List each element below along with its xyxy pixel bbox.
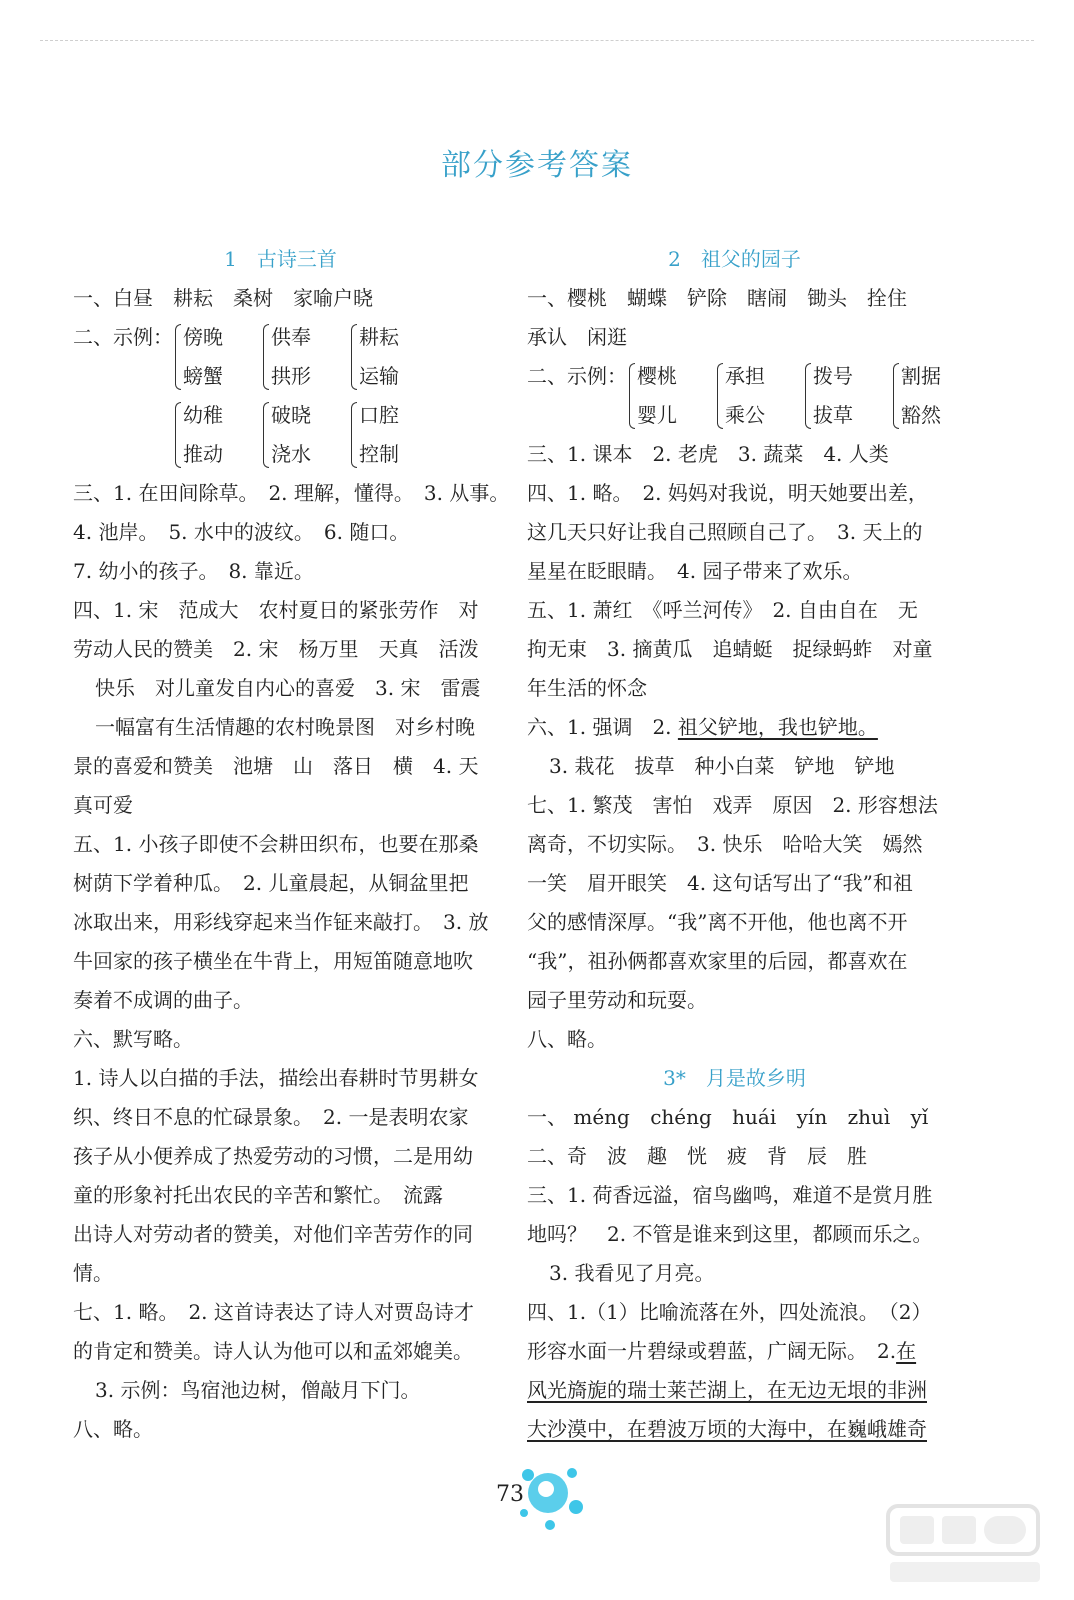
brace-icon	[173, 396, 181, 474]
answer-line	[527, 708, 942, 747]
brace-icon	[349, 396, 357, 474]
answer-line: 景的喜爱和赞美 池塘 山 落日 横 4. 天	[73, 754, 479, 778]
brace-icon	[715, 357, 723, 435]
pinyin-line	[527, 1098, 942, 1137]
answer-line: 拘无束 3. 摘黄瓜 追蜻蜓 捉绿蚂蚱 对童	[527, 637, 933, 661]
answer-line: 星星在眨眼睛。 4. 园子带来了欢乐。	[527, 559, 863, 583]
answer-text: 一、	[527, 1105, 567, 1129]
word: 乘公	[725, 403, 765, 427]
answer-line: 八、略。	[73, 1417, 153, 1441]
answer-line: 3. 示例：鸟宿池边树，僧敲月下门。	[95, 1378, 421, 1402]
answer-line: 劳动人民的赞美 2. 宋 杨万里 天真 活泼	[73, 637, 479, 661]
pinyin: yǐ	[910, 1105, 929, 1129]
example-groups-row-2	[73, 396, 488, 474]
answer-line	[527, 1332, 942, 1371]
underlined-answer: 风光旖旎的瑞士莱芒湖上，在无边无垠的非洲	[527, 1378, 927, 1402]
section-title-1: 1 古诗三首	[224, 247, 337, 271]
answer-line: 3. 我看见了月亮。	[549, 1261, 715, 1285]
pinyin: huái	[732, 1105, 777, 1129]
word: 控制	[359, 442, 399, 466]
word: 运输	[359, 364, 399, 388]
answer-line: 7. 幼小的孩子。 8. 靠近。	[73, 559, 314, 583]
answer-line: 3. 栽花 拔草 种小白菜 铲地 铲地	[549, 754, 895, 778]
answer-text: 六、1. 强调 2.	[527, 715, 678, 739]
word: 幼稚	[183, 403, 223, 427]
word: 破晓	[271, 403, 311, 427]
example-label: 二、示例：	[73, 325, 173, 349]
answer-line: 出诗人对劳动者的赞美，对他们辛苦劳作的同	[73, 1222, 473, 1246]
answer-line: 织、终日不息的忙碌景象。 2. 一是表明农家	[73, 1105, 469, 1129]
answer-line: 一、樱桃 蝴蝶 铲除 瞎闹 锄头 拴住	[527, 286, 907, 310]
answer-line: 父的感情深厚。“我”离不开他，他也离不开	[527, 910, 908, 934]
answer-line: 孩子从小便养成了热爱劳动的习惯，二是用幼	[73, 1144, 473, 1168]
answer-line: 六、默写略。	[73, 1027, 193, 1051]
word: 豁然	[901, 403, 941, 427]
word-group	[349, 318, 423, 396]
word: 婴儿	[637, 403, 677, 427]
answer-line: 童的形象衬托出农民的辛苦和繁忙。 流露	[73, 1183, 443, 1207]
brace-icon	[349, 318, 357, 396]
answer-line: 四、1.（1）比喻流落在外，四处流浪。 （2）	[527, 1300, 932, 1324]
answer-line: 离奇，不切实际。 3. 快乐 哈哈大笑 嫣然	[527, 832, 923, 856]
underlined-answer: 祖父铲地，我也铲地。	[677, 715, 878, 739]
answer-line: 七、1. 繁茂 害怕 戏弄 原因 2. 形容想法	[527, 793, 938, 817]
pinyin: chéng	[650, 1105, 712, 1129]
answer-line: 四、1. 宋 范成大 农村夏日的紧张劳作 对	[73, 598, 479, 622]
section-title-3: 3* 月是故乡明	[663, 1066, 806, 1090]
answer-line: 这几天只好让我自己照顾自己了。 3. 天上的	[527, 520, 923, 544]
brace-icon	[173, 318, 181, 396]
answer-line: 三、1. 在田间除草。 2. 理解，懂得。 3. 从事。	[73, 481, 510, 505]
answer-line: 年生活的怀念	[527, 676, 647, 700]
word-group	[173, 396, 247, 474]
pinyin: méng	[573, 1105, 630, 1129]
answer-line: 二、奇 波 趣 恍 疲 背 辰 胜	[527, 1144, 867, 1168]
answer-line: 七、1. 略。 2. 这首诗表达了诗人对贾岛诗才	[73, 1300, 474, 1324]
word-group	[803, 357, 877, 435]
answer-line: 一、白昼 耕耘 桑树 家喻户晓	[73, 286, 373, 310]
word-group	[891, 357, 965, 435]
brace-icon	[891, 357, 899, 435]
word: 承担	[725, 364, 765, 388]
answer-line: 情。	[73, 1261, 113, 1285]
word: 割据	[901, 364, 941, 388]
example-label: 二、示例：	[527, 364, 627, 388]
word: 推动	[183, 442, 223, 466]
page-number: 73	[496, 1482, 524, 1507]
answer-line: 一笑 眉开眼笑 4. 这句话写出了“我”和祖	[527, 871, 913, 895]
word: 螃蟹	[183, 364, 223, 388]
underlined-answer: 在	[896, 1339, 917, 1363]
word: 傍晚	[183, 325, 223, 349]
answer-line: 八、略。	[527, 1027, 607, 1051]
answer-line: 奏着不成调的曲子。	[73, 988, 253, 1012]
left-column	[73, 240, 510, 1449]
answer-line: 树荫下学着种瓜。 2. 儿童晨起，从铜盆里把	[73, 871, 469, 895]
word-group	[715, 357, 789, 435]
section-title-2: 2 祖父的园子	[668, 247, 801, 271]
answer-line: 4. 池岸。 5. 水中的波纹。 6. 随口。	[73, 520, 410, 544]
answer-line: 冰取出来，用彩线穿起来当作钲来敲打。 3. 放	[73, 910, 489, 934]
word: 口腔	[359, 403, 399, 427]
answer-line: 1. 诗人以白描的手法，描绘出春耕时节男耕女	[73, 1066, 479, 1090]
word-group	[627, 357, 701, 435]
word: 拱形	[271, 364, 311, 388]
word-group	[261, 318, 335, 396]
word: 供奉	[271, 325, 311, 349]
answer-line: 三、1. 荷香远溢，宿鸟幽鸣，难道不是赏月胜	[527, 1183, 933, 1207]
word: 樱桃	[637, 364, 677, 388]
answer-text: 形容水面一片碧绿或碧蓝，广阔无际。 2.	[527, 1339, 897, 1363]
word: 拔草	[813, 403, 853, 427]
word: 拨号	[813, 364, 853, 388]
answer-line: 五、1. 萧红 《呼兰河传》 2. 自由自在 无	[527, 598, 918, 622]
example-groups-row-1	[73, 318, 488, 396]
brace-icon	[627, 357, 635, 435]
answer-line: 真可爱	[73, 793, 133, 817]
word-group	[261, 396, 335, 474]
brace-icon	[803, 357, 811, 435]
answer-line: 的肯定和赞美。诗人认为他可以和孟郊媲美。	[73, 1339, 473, 1363]
answer-line: 三、1. 课本 2. 老虎 3. 蔬菜 4. 人类	[527, 442, 889, 466]
answer-line: 承认 闲逛	[527, 325, 627, 349]
word: 耕耘	[359, 325, 399, 349]
answer-line: 牛回家的孩子横坐在牛背上，用短笛随意地吹	[73, 949, 473, 973]
answer-line: 地吗？ 2. 不管是谁来到这里，都顾而乐之。	[527, 1222, 933, 1246]
pinyin: zhuì	[847, 1105, 891, 1129]
top-divider	[40, 40, 1034, 41]
answer-line: 五、1. 小孩子即使不会耕田织布，也要在那桑	[73, 832, 479, 856]
brace-icon	[261, 318, 269, 396]
word-group	[173, 318, 247, 396]
example-groups	[527, 357, 942, 435]
pinyin: yín	[796, 1105, 828, 1129]
answer-line: 一幅富有生活情趣的农村晚景图 对乡村晚	[95, 715, 475, 739]
watermark-logo-icon	[880, 1500, 1050, 1590]
answer-line: 园子里劳动和玩耍。	[527, 988, 707, 1012]
word-group	[349, 396, 423, 474]
brace-icon	[261, 396, 269, 474]
answer-line: 快乐 对儿童发自内心的喜爱 3. 宋 雷震	[95, 676, 481, 700]
answer-line: “我”，祖孙俩都喜欢家里的后园，都喜欢在	[527, 949, 908, 973]
underlined-answer: 大沙漠中，在碧波万顷的大海中，在巍峨雄奇	[527, 1417, 927, 1441]
right-column	[527, 240, 942, 1449]
answer-line: 四、1. 略。 2. 妈妈对我说，明天她要出差，	[527, 481, 928, 505]
page-title: 部分参考答案	[441, 148, 633, 183]
word: 浇水	[271, 442, 311, 466]
